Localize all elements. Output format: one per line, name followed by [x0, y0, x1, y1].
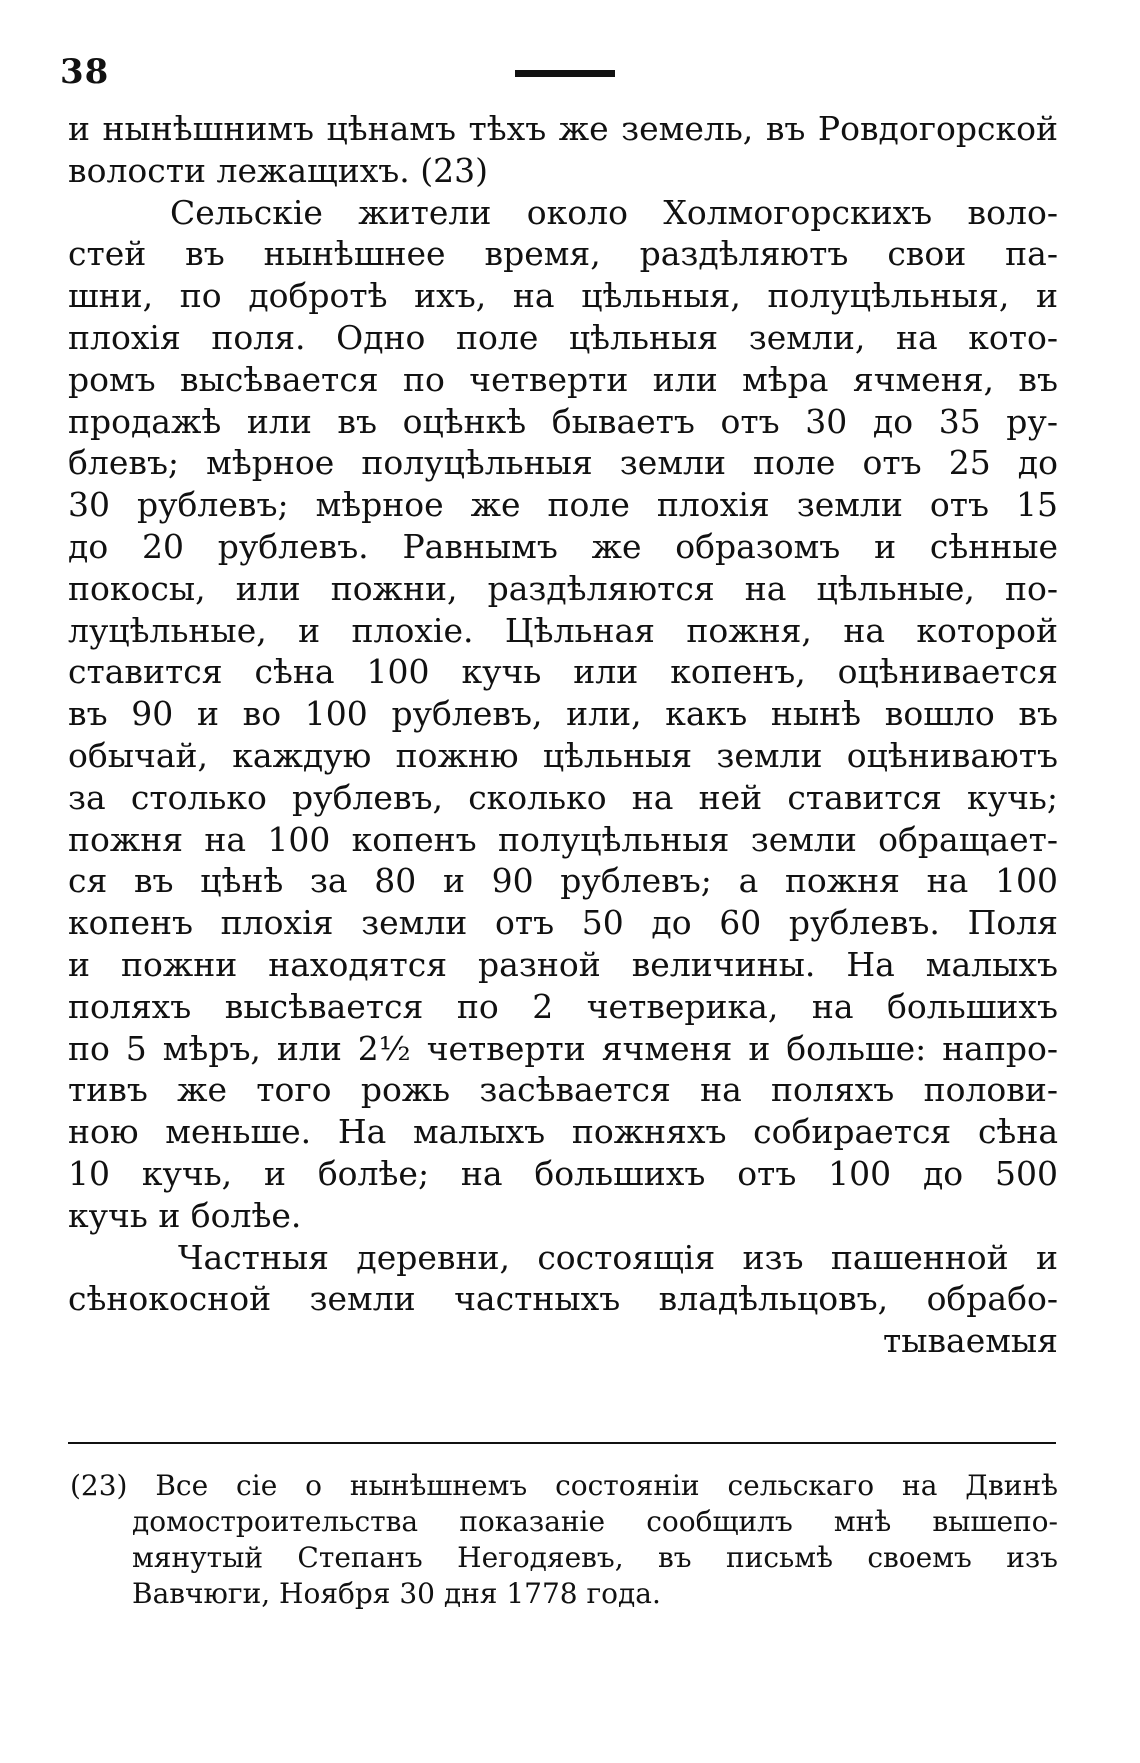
body-line: ромъ высѣвается по четверти или мѣра ячменя, въ — [68, 359, 1058, 399]
footnote-separator-rule — [68, 1442, 1056, 1444]
footnote-line: (23) Все сіе о нынѣшнемъ состояніи сельскаго на Двинѣ — [70, 1469, 1058, 1502]
body-line: обычай, каждую пожню цѣльныя земли оцѣниваютъ — [68, 735, 1058, 775]
body-line: плохія поля. Одно поле цѣльныя земли, на кото- — [68, 317, 1058, 357]
body-line: стей въ нынѣшнее время, раздѣляютъ свои па- — [68, 234, 1058, 274]
body-line: копенъ плохія земли отъ 50 до 60 рублевъ. Поля — [68, 903, 1058, 943]
footnote-line: Вавчюги, Ноября 30 дня 1778 года. — [132, 1577, 661, 1610]
body-line: луцѣльные, и плохіе. Цѣльная пожня, на которой — [68, 610, 1058, 650]
body-line: по 5 мѣръ, или 2½ четверти ячменя и больше: напро- — [68, 1028, 1058, 1068]
body-line: и пожни находятся разной величины. На малыхъ — [68, 944, 1058, 984]
body-line: до 20 рублевъ. Равнымъ же образомъ и сѣнные — [68, 526, 1058, 566]
footnote-line: мянутый Степанъ Негодяевъ, въ письмѣ своемъ изъ — [132, 1541, 1058, 1574]
body-line: блевъ; мѣрное полуцѣльныя земли поле отъ 25 до — [68, 443, 1058, 483]
body-line: за столько рублевъ, сколько на ней ставится кучь; — [68, 777, 1058, 817]
body-line: 10 кучь, и болѣе; на большихъ отъ 100 до 500 — [68, 1153, 1058, 1193]
body-line: ною меньше. На малыхъ пожняхъ собирается сѣна — [68, 1112, 1058, 1152]
footnote-line: домостроительства показаніе сообщилъ мнѣ вышепо- — [132, 1505, 1058, 1538]
body-line: покосы, или пожни, раздѣляются на цѣльные, по- — [68, 568, 1058, 608]
body-line: сѣнокосной земли частныхъ владѣльцовъ, обрабо- — [68, 1279, 1058, 1319]
body-line: ся въ цѣнѣ за 80 и 90 рублевъ; а пожня на 100 — [68, 861, 1058, 901]
body-line: тивъ же того рожь засѣвается на поляхъ полови- — [68, 1070, 1058, 1110]
catchword: тываемыя — [882, 1321, 1058, 1361]
body-line: Сельскіе жители около Холмогорскихъ воло- — [170, 192, 1058, 232]
body-line: пожня на 100 копенъ полуцѣльныя земли обращает- — [68, 819, 1058, 859]
header-ornament-rule — [515, 70, 615, 77]
page-number: 38 — [60, 52, 110, 92]
body-line: Частныя деревни, состоящія изъ пашенной и — [178, 1237, 1058, 1277]
body-line: кучь и болѣе. — [68, 1195, 302, 1235]
body-line: ставится сѣна 100 кучь или копенъ, оцѣнивается — [68, 652, 1058, 692]
footnote — [70, 1468, 1058, 1612]
body-text — [68, 108, 1058, 1362]
body-line: въ 90 и во 100 рублевъ, или, какъ нынѣ вошло въ — [68, 694, 1058, 734]
body-line: шни, по добротѣ ихъ, на цѣльныя, полуцѣльныя, и — [68, 276, 1058, 316]
body-line: поляхъ высѣвается по 2 четверика, на большихъ — [68, 986, 1058, 1026]
body-line: и нынѣшнимъ цѣнамъ тѣхъ же земель, въ Ровдогорской волости лежащихъ. (23) — [68, 109, 1058, 190]
body-line: 30 рублевъ; мѣрное же поле плохія земли отъ 15 — [68, 485, 1058, 525]
body-line: продажѣ или въ оцѣнкѣ бываетъ отъ 30 до 35 ру- — [68, 401, 1058, 441]
